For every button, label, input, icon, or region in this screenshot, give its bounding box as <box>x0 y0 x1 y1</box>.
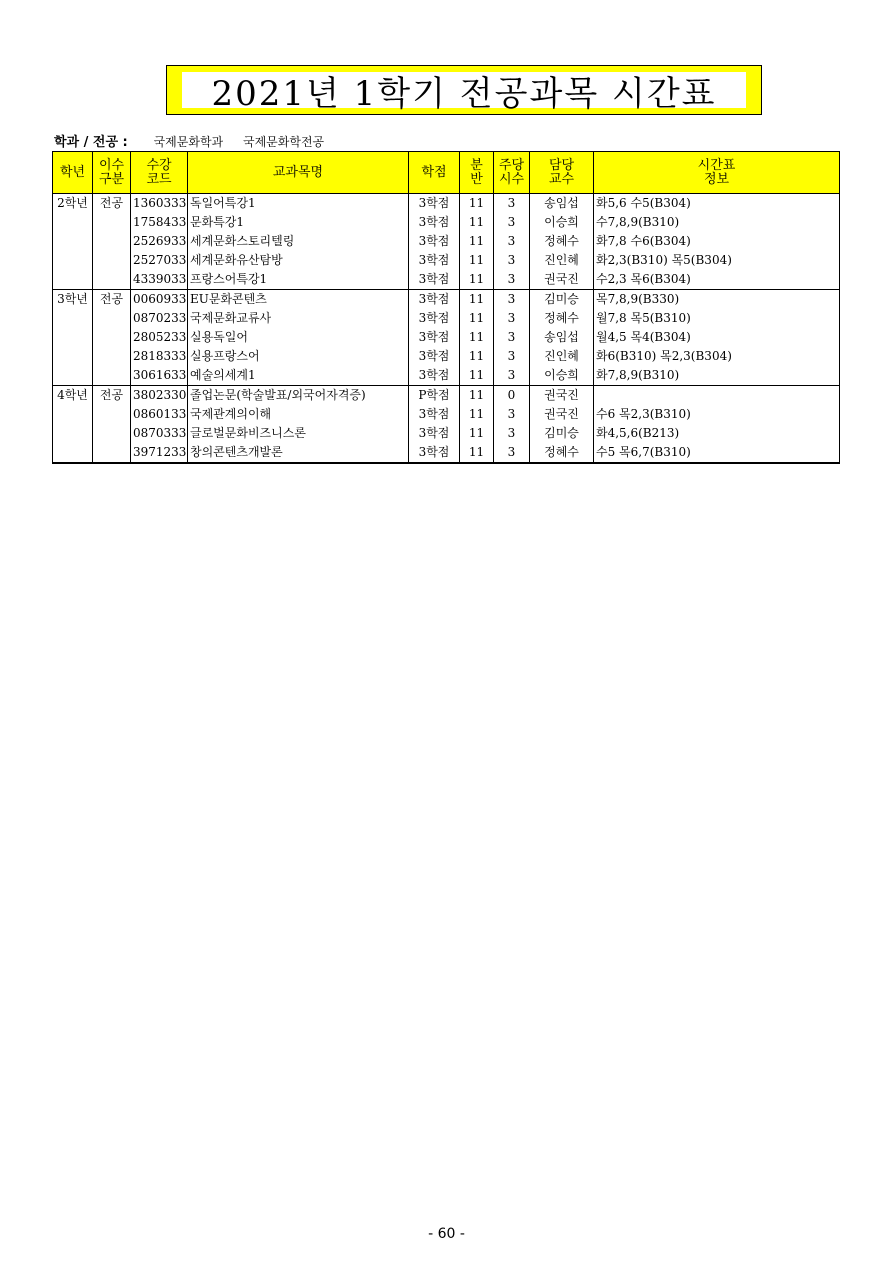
course-code: 0060933 <box>131 290 188 310</box>
course-schedule: 화2,3(B310) 목5(B304) <box>594 251 840 270</box>
course-code: 3971233 <box>131 443 188 463</box>
table-row <box>53 232 840 251</box>
course-credit: 3학점 <box>409 270 460 290</box>
course-schedule: 월4,5 목4(B304) <box>594 328 840 347</box>
course-schedule: 화6(B310) 목2,3(B304) <box>594 347 840 366</box>
course-schedule: 수5 목6,7(B310) <box>594 443 840 463</box>
course-grade <box>53 443 93 463</box>
course-professor: 권국진 <box>530 405 594 424</box>
course-section: 11 <box>460 290 494 310</box>
header-schedule: 시간표 정보 <box>594 152 840 194</box>
course-code: 0870233 <box>131 309 188 328</box>
course-grade <box>53 366 93 386</box>
table-row <box>53 270 840 290</box>
course-credit: 3학점 <box>409 424 460 443</box>
course-schedule: 목7,8,9(B330) <box>594 290 840 310</box>
course-section: 11 <box>460 213 494 232</box>
course-hours: 3 <box>494 366 530 386</box>
course-name: 문화특강1 <box>188 213 409 232</box>
course-credit: 3학점 <box>409 405 460 424</box>
course-name: 세계문화유산탐방 <box>188 251 409 270</box>
course-grade <box>53 270 93 290</box>
course-credit: 3학점 <box>409 232 460 251</box>
course-grade: 4학년 <box>53 386 93 406</box>
course-professor: 김미승 <box>530 290 594 310</box>
course-section: 11 <box>460 251 494 270</box>
course-type <box>93 251 131 270</box>
course-hours: 3 <box>494 290 530 310</box>
table-row <box>53 328 840 347</box>
table-row <box>53 213 840 232</box>
course-professor: 김미승 <box>530 424 594 443</box>
table-row <box>53 290 840 310</box>
major-name: 국제문화학전공 <box>242 135 325 149</box>
course-schedule: 화7,8,9(B310) <box>594 366 840 386</box>
course-section: 11 <box>460 386 494 406</box>
course-section: 11 <box>460 443 494 463</box>
course-name: 국제문화교류사 <box>188 309 409 328</box>
course-grade <box>53 251 93 270</box>
course-grade <box>53 232 93 251</box>
course-name: 예술의세계1 <box>188 366 409 386</box>
course-schedule: 수2,3 목6(B304) <box>594 270 840 290</box>
course-professor: 진인혜 <box>530 347 594 366</box>
course-schedule: 수6 목2,3(B310) <box>594 405 840 424</box>
course-credit: 3학점 <box>409 347 460 366</box>
course-schedule: 화5,6 수5(B304) <box>594 194 840 214</box>
course-type <box>93 424 131 443</box>
course-code: 2527033 <box>131 251 188 270</box>
course-hours: 0 <box>494 386 530 406</box>
course-credit: 3학점 <box>409 251 460 270</box>
table-row <box>53 424 840 443</box>
department-name: 국제문화학과 <box>153 135 224 149</box>
course-section: 11 <box>460 366 494 386</box>
course-credit: P학점 <box>409 386 460 406</box>
header-professor: 담당 교수 <box>530 152 594 194</box>
table-row <box>53 347 840 366</box>
course-name: 프랑스어특강1 <box>188 270 409 290</box>
course-section: 11 <box>460 270 494 290</box>
course-credit: 3학점 <box>409 309 460 328</box>
course-code: 3061633 <box>131 366 188 386</box>
course-hours: 3 <box>494 194 530 214</box>
course-professor: 정혜수 <box>530 309 594 328</box>
course-grade <box>53 347 93 366</box>
department-label: 학과 / 전공 : <box>54 135 128 150</box>
header-subject: 교과목명 <box>188 152 409 194</box>
course-section: 11 <box>460 194 494 214</box>
header-type: 이수 구분 <box>93 152 131 194</box>
table-row <box>53 405 840 424</box>
course-type <box>93 347 131 366</box>
course-professor: 진인혜 <box>530 251 594 270</box>
course-professor: 이승희 <box>530 213 594 232</box>
course-code: 2818333 <box>131 347 188 366</box>
course-hours: 3 <box>494 443 530 463</box>
course-section: 11 <box>460 424 494 443</box>
course-name: 창의콘텐츠개발론 <box>188 443 409 463</box>
course-code: 0860133 <box>131 405 188 424</box>
course-section: 11 <box>460 405 494 424</box>
course-type <box>93 366 131 386</box>
course-credit: 3학점 <box>409 328 460 347</box>
header-code: 수강 코드 <box>131 152 188 194</box>
course-schedule: 월7,8 목5(B310) <box>594 309 840 328</box>
course-hours: 3 <box>494 213 530 232</box>
course-hours: 3 <box>494 251 530 270</box>
header-credit: 학점 <box>409 152 460 194</box>
page-title: 2021년 1학기 전공과목 시간표 <box>182 72 746 108</box>
header-grade: 학년 <box>53 152 93 194</box>
course-type <box>93 405 131 424</box>
course-type <box>93 270 131 290</box>
course-credit: 3학점 <box>409 213 460 232</box>
course-grade <box>53 309 93 328</box>
header-hours: 주당 시수 <box>494 152 530 194</box>
course-type <box>93 232 131 251</box>
course-hours: 3 <box>494 309 530 328</box>
course-hours: 3 <box>494 232 530 251</box>
course-grade <box>53 328 93 347</box>
course-professor: 정혜수 <box>530 443 594 463</box>
course-type <box>93 328 131 347</box>
course-grade <box>53 424 93 443</box>
course-professor: 권국진 <box>530 386 594 406</box>
course-type: 전공 <box>93 194 131 214</box>
course-hours: 3 <box>494 405 530 424</box>
course-name: 졸업논문(학술발표/외국어자격증) <box>188 386 409 406</box>
course-name: 국제관계의이해 <box>188 405 409 424</box>
table-row <box>53 386 840 406</box>
table-row <box>53 309 840 328</box>
course-professor: 송임섭 <box>530 328 594 347</box>
course-name: 글로벌문화비즈니스론 <box>188 424 409 443</box>
page-number: - 60 - <box>428 1226 465 1242</box>
course-credit: 3학점 <box>409 290 460 310</box>
course-code: 3802330 <box>131 386 188 406</box>
course-name: EU문화콘텐츠 <box>188 290 409 310</box>
course-section: 11 <box>460 309 494 328</box>
course-schedule: 수7,8,9(B310) <box>594 213 840 232</box>
course-professor: 권국진 <box>530 270 594 290</box>
course-hours: 3 <box>494 328 530 347</box>
course-name: 실용프랑스어 <box>188 347 409 366</box>
course-section: 11 <box>460 232 494 251</box>
course-code: 4339033 <box>131 270 188 290</box>
course-type: 전공 <box>93 290 131 310</box>
course-professor: 송임섭 <box>530 194 594 214</box>
course-schedule <box>594 386 840 406</box>
timetable <box>52 151 840 464</box>
course-professor: 이승희 <box>530 366 594 386</box>
header-row <box>53 152 840 194</box>
course-professor: 정혜수 <box>530 232 594 251</box>
course-type: 전공 <box>93 386 131 406</box>
course-code: 1758433 <box>131 213 188 232</box>
course-type <box>93 309 131 328</box>
department-line <box>54 131 324 150</box>
course-section: 11 <box>460 328 494 347</box>
table-row <box>53 443 840 463</box>
course-name: 실용독일어 <box>188 328 409 347</box>
course-code: 2805233 <box>131 328 188 347</box>
course-grade <box>53 405 93 424</box>
course-schedule: 화7,8 수6(B304) <box>594 232 840 251</box>
table-row <box>53 194 840 214</box>
course-code: 2526933 <box>131 232 188 251</box>
course-code: 1360333 <box>131 194 188 214</box>
course-hours: 3 <box>494 424 530 443</box>
title-box <box>166 65 762 115</box>
course-section: 11 <box>460 347 494 366</box>
course-code: 0870333 <box>131 424 188 443</box>
course-credit: 3학점 <box>409 194 460 214</box>
course-grade: 3학년 <box>53 290 93 310</box>
course-grade: 2학년 <box>53 194 93 214</box>
table-row <box>53 251 840 270</box>
course-name: 세계문화스토리텔링 <box>188 232 409 251</box>
header-section: 분 반 <box>460 152 494 194</box>
course-credit: 3학점 <box>409 366 460 386</box>
course-grade <box>53 213 93 232</box>
course-schedule: 화4,5,6(B213) <box>594 424 840 443</box>
table-row <box>53 366 840 386</box>
course-type <box>93 443 131 463</box>
course-credit: 3학점 <box>409 443 460 463</box>
course-type <box>93 213 131 232</box>
course-hours: 3 <box>494 347 530 366</box>
course-hours: 3 <box>494 270 530 290</box>
course-name: 독일어특강1 <box>188 194 409 214</box>
